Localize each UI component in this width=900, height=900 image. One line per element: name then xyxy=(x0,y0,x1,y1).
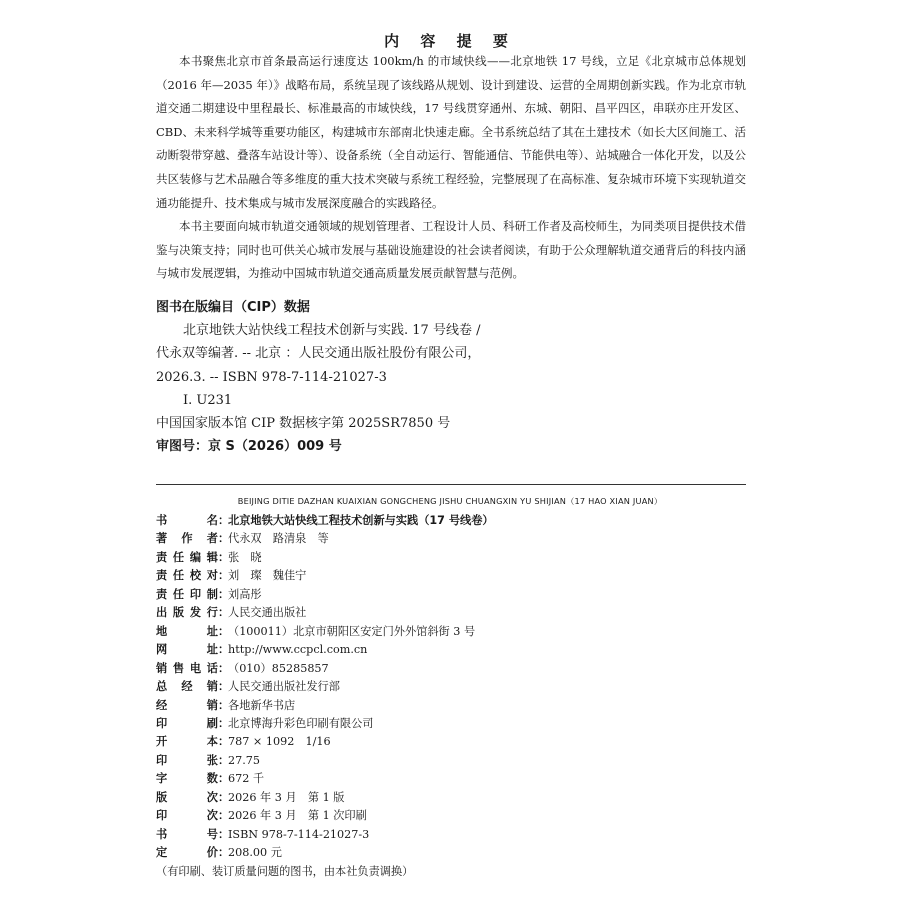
cip-block xyxy=(156,296,756,458)
colophon-label: 销 售 电 话 xyxy=(156,661,218,675)
colophon-row xyxy=(156,512,756,530)
colophon-value: ISBN 978-7-114-21027-3 xyxy=(228,827,370,841)
colophon-row xyxy=(156,733,756,751)
cip-line-isbn: 2026.3. -- ISBN 978-7-114-21027-3 xyxy=(156,369,387,385)
colophon-row xyxy=(156,807,756,825)
colophon-value: 刘高彤 xyxy=(228,587,262,601)
colophon-value: 27.75 xyxy=(228,753,261,767)
colophon-label: 总 经 销 xyxy=(156,680,218,694)
colophon-value: 北京博海升彩色印刷有限公司 xyxy=(228,716,374,730)
quality-note: （有印刷、装订质量问题的图书，由本社负责调换） xyxy=(156,864,414,878)
colophon-label: 定 价 xyxy=(156,846,218,860)
colophon-value: 672 千 xyxy=(228,772,265,786)
colophon-row xyxy=(156,623,756,641)
colophon-value: 各地新华书店 xyxy=(228,698,296,712)
summary-body xyxy=(156,50,746,286)
colophon-colon: ： xyxy=(218,790,230,804)
cip-line-classification: Ⅰ. U231 xyxy=(183,392,233,408)
colophon-colon: ： xyxy=(218,550,230,564)
colophon-row xyxy=(156,604,756,622)
colophon-colon: ： xyxy=(218,532,230,546)
colophon-colon: ： xyxy=(218,514,230,527)
colophon-label: 著 作 者 xyxy=(156,532,218,546)
colophon-label: 字 数 xyxy=(156,772,218,786)
colophon-colon: ： xyxy=(218,606,230,620)
colophon-label: 经 销 xyxy=(156,698,218,712)
colophon-colon: ： xyxy=(218,661,230,675)
colophon-colon: ： xyxy=(218,569,230,583)
colophon-row xyxy=(156,660,756,678)
colophon-row xyxy=(156,770,756,788)
colophon xyxy=(156,512,756,881)
colophon-colon: ： xyxy=(218,698,230,712)
colophon-label: 开 本 xyxy=(156,735,218,749)
colophon-label: 网 址 xyxy=(156,643,218,657)
colophon-value: （010）85285857 xyxy=(228,661,329,675)
colophon-row xyxy=(156,586,756,604)
colophon-value: （100011）北京市朝阳区安定门外外馆斜街 3 号 xyxy=(228,624,476,638)
colophon-label: 责 任 编 辑 xyxy=(156,550,218,564)
colophon-label: 地 址 xyxy=(156,624,218,638)
colophon-row xyxy=(156,530,756,548)
colophon-label: 出 版 发 行 xyxy=(156,606,218,620)
colophon-colon: ： xyxy=(218,827,230,841)
colophon-row xyxy=(156,715,756,733)
colophon-colon: ： xyxy=(218,643,230,657)
cip-line-authors: 代永双等编著. -- 北京 ：人民交通出版社股份有限公司， xyxy=(156,346,481,362)
colophon-colon: ： xyxy=(218,735,230,749)
colophon-colon: ： xyxy=(218,753,230,767)
colophon-colon: ： xyxy=(218,624,230,638)
colophon-row xyxy=(156,567,756,585)
colophon-value: 张 晓 xyxy=(228,550,262,564)
cip-line-title: 北京地铁大站快线工程技术创新与实践. 17 号线卷 / xyxy=(183,323,481,339)
colophon-colon: ： xyxy=(218,587,230,601)
colophon-colon: ： xyxy=(218,809,230,823)
divider-line xyxy=(156,484,746,485)
map-review-number: 审图号：京 S（2026）009 号 xyxy=(156,439,342,455)
colophon-value: 北京地铁大站快线工程技术创新与实践（17 号线卷） xyxy=(228,514,494,527)
pinyin-title: BEIJING DITIE DAZHAN KUAIXIAN GONGCHENG JISHU CHUANGXIN YU SHIJIAN（17 HAO XIAN JUAN） xyxy=(237,496,663,506)
colophon-label: 责 任 校 对 xyxy=(156,569,218,583)
colophon-label: 印 刷 xyxy=(156,716,218,730)
summary-paragraph-1: 本书聚焦北京市首条最高运行速度达 100km/h 的市域快线——北京地铁 17 号线，立足《北京城市总体规划（2016 年—2035 年）》战略布局，系统呈现了该线路从规划、设计到建设、运营的全周期创新实践。作为北京市轨道交通二期建设中里程最长、标准最高的市域快线，17 号线贯穿通州、东城、朝阳、昌平四区，串联亦庄开发区、CBD、未来科学城等重要功能区，构建城市东部南北快速走廊。全书系统总结了其在土建技术（如长大区间施工、活动断裂带穿越、叠落车站设计等）、设备系统（全自动运行、智能通信、节能供电等）、站城融合一体化开发，以及公共区装修与艺术品融合等多维度的重大技术突破与系统工程经验，完整展现了在高标准、复杂城市环境下实现轨道交通功能提升、技术集成与城市发展深度融合的实践路径。 xyxy=(156,54,746,210)
colophon-row xyxy=(156,641,756,659)
colophon-value: 2026 年 3 月 第 1 版 xyxy=(228,790,345,804)
colophon-label: 版 次 xyxy=(156,790,218,804)
summary-title: 内 容 提 要 xyxy=(384,32,516,50)
colophon-value: 208.00 元 xyxy=(228,846,282,860)
colophon-colon: ： xyxy=(218,680,230,694)
colophon-value: http://www.ccpcl.com.cn xyxy=(228,643,368,657)
colophon-label: 书 号 xyxy=(156,827,218,841)
colophon-value: 人民交通出版社发行部 xyxy=(228,680,340,694)
cip-line-data-number: 中国国家版本馆 CIP 数据核字第 2025SR7850 号 xyxy=(156,416,451,432)
colophon-row xyxy=(156,678,756,696)
colophon-colon: ： xyxy=(218,772,230,786)
colophon-row xyxy=(156,697,756,715)
colophon-row xyxy=(156,826,756,844)
summary-paragraph-2: 本书主要面向城市轨道交通领域的规划管理者、工程设计人员、科研工作者及高校师生，为同类项目提供技术借鉴与决策支持；同时也可供关心城市发展与基础设施建设的社会读者阅读，有助于公众理解轨道交通背后的科技内涵与城市发展逻辑，为推动中国城市轨道交通高质量发展贡献智慧与范例。 xyxy=(156,219,746,281)
colophon-label: 印 次 xyxy=(156,809,218,823)
colophon-label: 书 名 xyxy=(156,514,218,527)
colophon-row xyxy=(156,789,756,807)
colophon-label: 责 任 印 制 xyxy=(156,587,218,601)
colophon-row xyxy=(156,752,756,770)
colophon-row xyxy=(156,844,756,862)
cip-heading: 图书在版编目（CIP）数据 xyxy=(156,300,310,315)
colophon-label: 印 张 xyxy=(156,753,218,767)
colophon-value: 代永双 路清泉 等 xyxy=(228,532,329,546)
colophon-value: 787 × 1092 1/16 xyxy=(228,735,331,749)
colophon-colon: ： xyxy=(218,716,230,730)
colophon-value: 2026 年 3 月 第 1 次印刷 xyxy=(228,809,367,823)
colophon-value: 刘 璨 魏佳宁 xyxy=(228,569,307,583)
colophon-row xyxy=(156,549,756,567)
colophon-value: 人民交通出版社 xyxy=(228,606,307,620)
colophon-colon: ： xyxy=(218,846,230,860)
